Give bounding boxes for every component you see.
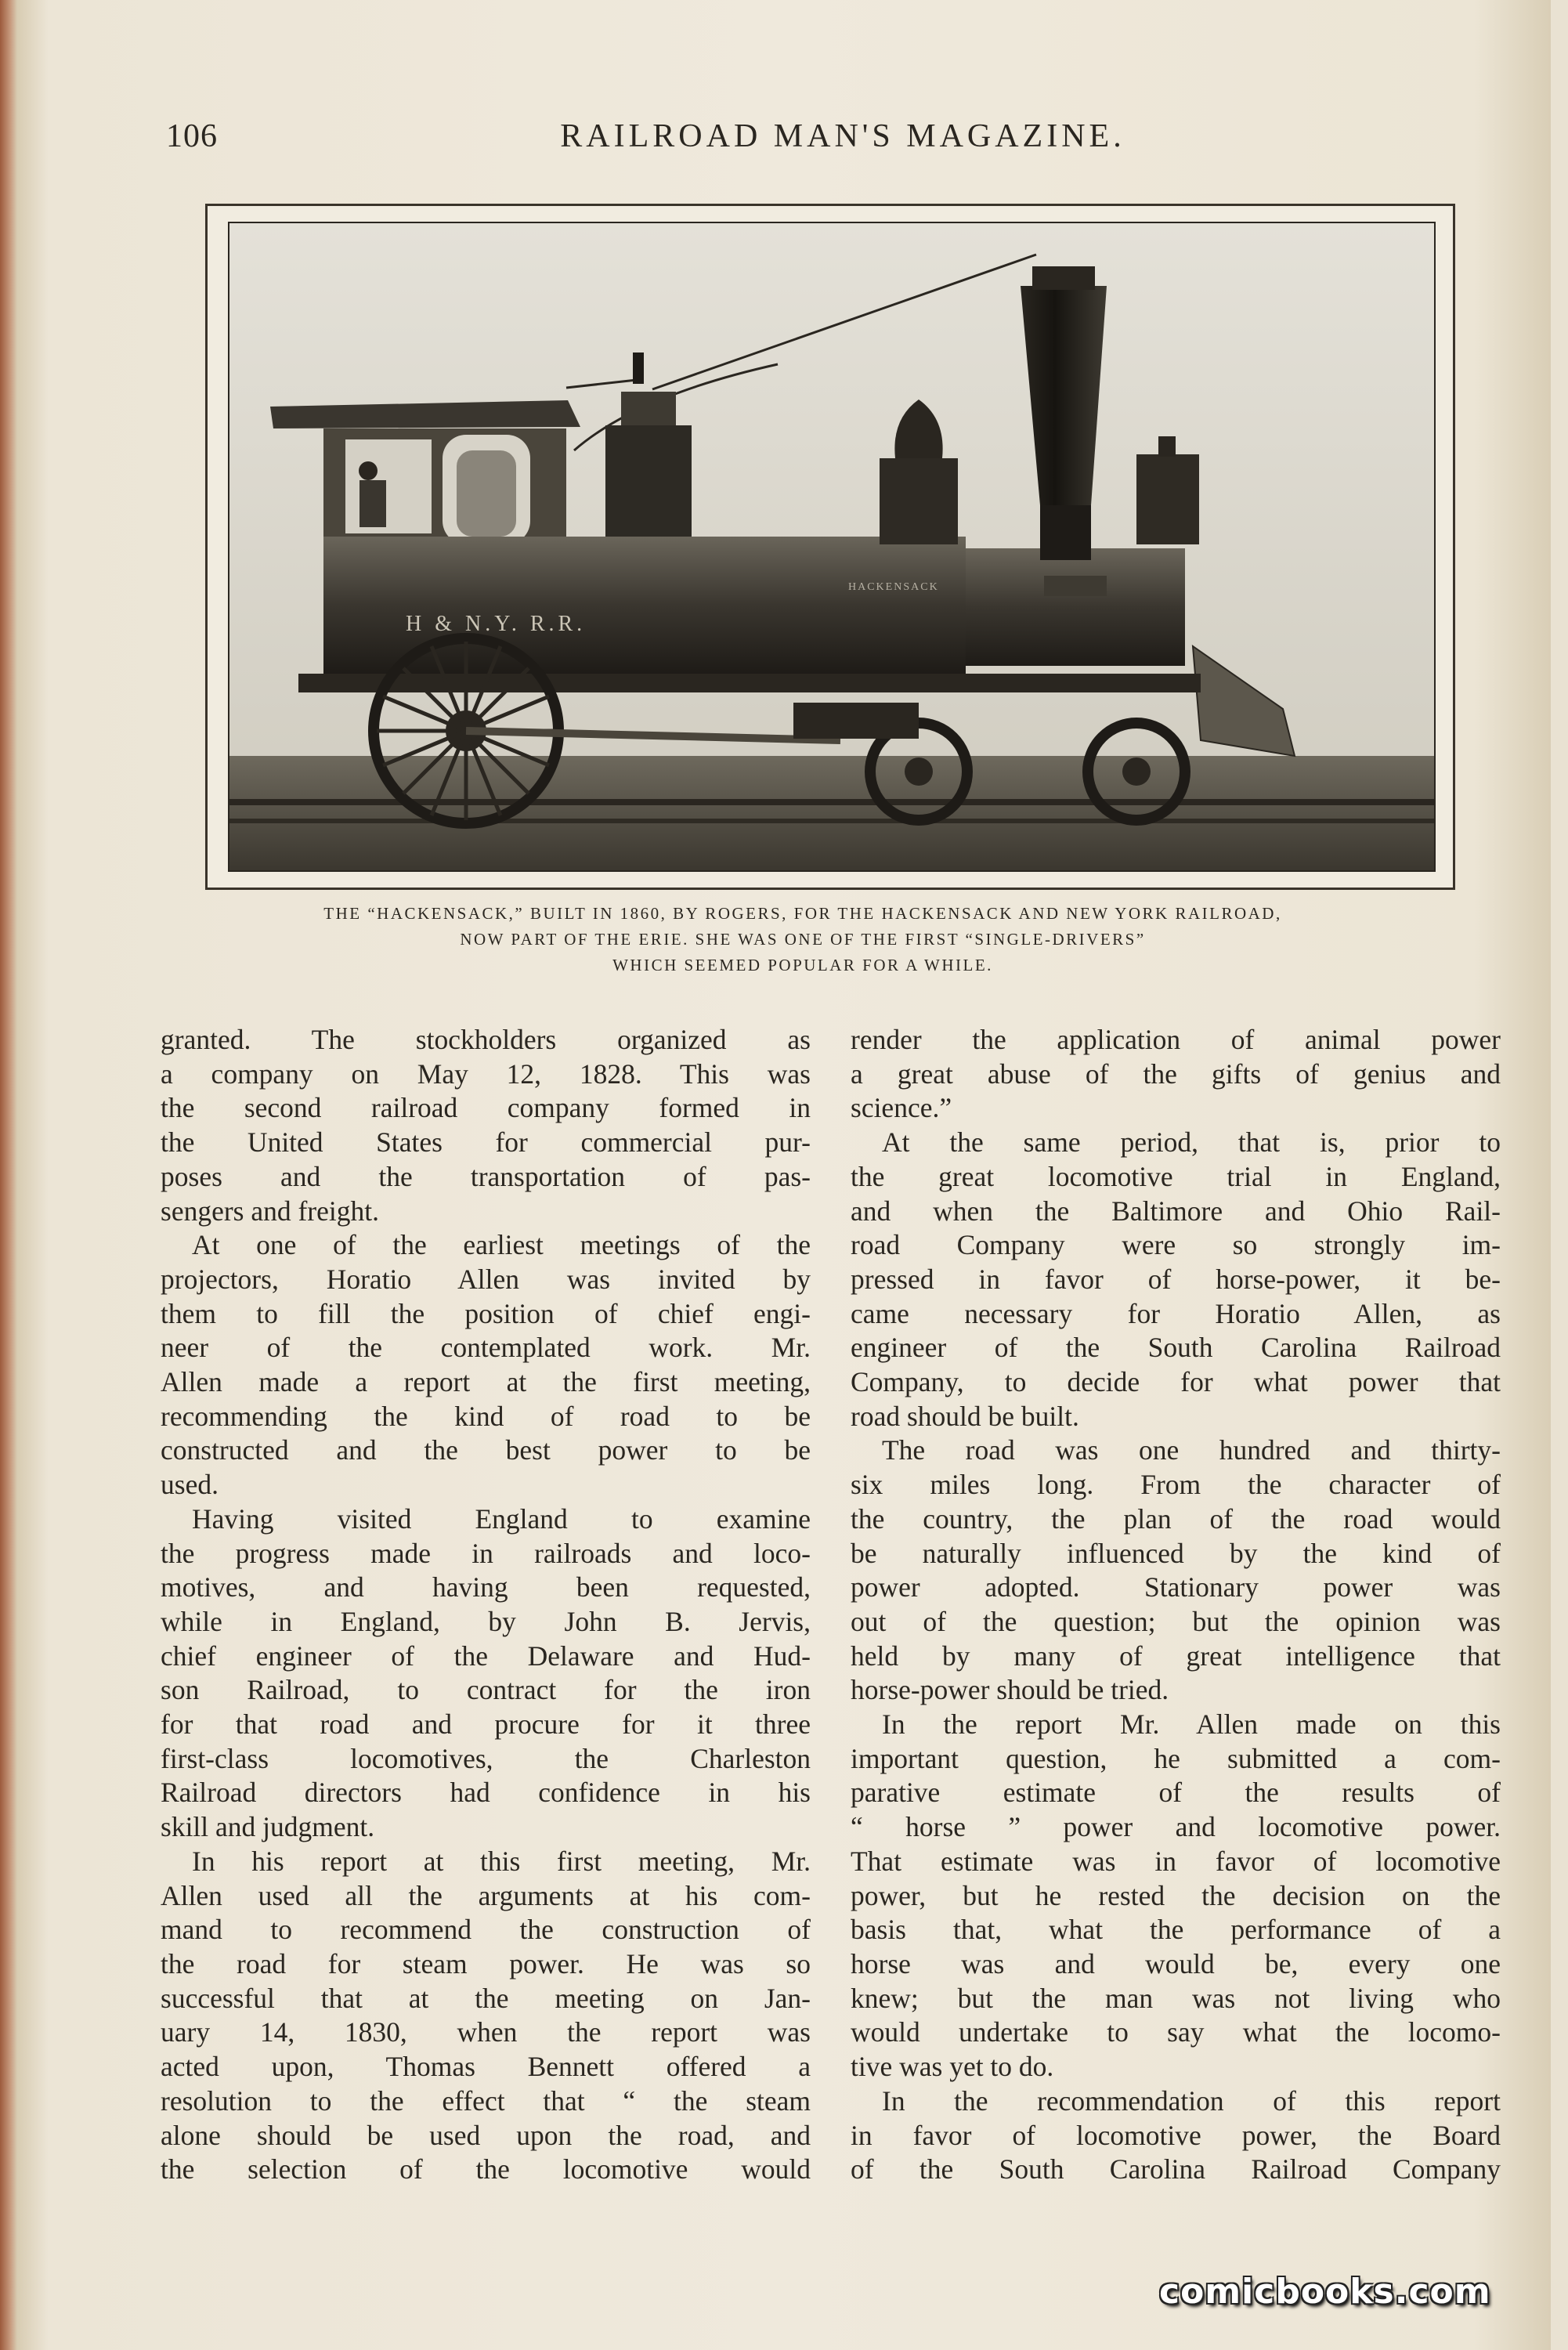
text-line: would undertake to say what the locomo- (851, 2016, 1501, 2048)
text-line: knew; but the man was not living who (851, 1982, 1501, 2014)
text-line: chief engineer of the Delaware and Hud- (161, 1640, 811, 1672)
text-line: basis that, what the performance of a (851, 1914, 1501, 1946)
text-line: son Railroad, to contract for the iron (161, 1674, 811, 1706)
text-line: acted upon, Thomas Bennett offered a (161, 2051, 811, 2083)
text-line: the second railroad company formed in (161, 1092, 811, 1124)
text-line: render the application of animal power (851, 1024, 1501, 1055)
locomotive-photo (228, 222, 1436, 872)
text-line: Company, to decide for what power that (851, 1366, 1501, 1398)
locomotive-illustration (229, 223, 1434, 870)
text-line: the progress made in railroads and loco- (161, 1537, 811, 1569)
text-line: The road was one hundred and thirty- (882, 1434, 1501, 1466)
text-line: engineer of the South Carolina Railroad (851, 1332, 1501, 1364)
paragraph (851, 2084, 1501, 2187)
photo-caption (157, 901, 1449, 978)
text-line: a company on May 12, 1828. This was (161, 1058, 811, 1090)
text-line: of the South Carolina Railroad Company (851, 2153, 1501, 2186)
text-line: the country, the plan of the road would (851, 1502, 1501, 1535)
text-line: them to fill the position of chief engi- (161, 1297, 811, 1329)
text-line: pressed in favor of horse-power, it be- (851, 1263, 1501, 1295)
text-line: successful that at the meeting on Jan- (161, 1982, 811, 2014)
text-line: while in England, by John B. Jervis, (161, 1605, 811, 1637)
text-line: the road for steam power. He was so (161, 1947, 811, 1979)
text-line: Railroad directors had confidence in his (161, 1777, 811, 1809)
paragraph (851, 1434, 1501, 1708)
page-header (0, 118, 1568, 164)
text-line: the selection of the locomotive would (161, 2153, 811, 2186)
text-line: motives, and having been requested, (161, 1571, 811, 1603)
text-line: road Company were so strongly im- (851, 1229, 1501, 1261)
text-line: “ horse ” power and locomotive power. (851, 1811, 1501, 1843)
tender-lettering: H & N.Y. R.R. (406, 612, 587, 636)
caption-line: NOW PART OF THE ERIE. SHE WAS ONE OF THE FIRST “SINGLE-DRIVERS” (460, 930, 1146, 949)
text-line: and when the Baltimore and Ohio Rail- (851, 1195, 1501, 1227)
text-line: came necessary for Horatio Allen, as (851, 1297, 1501, 1329)
text-line: be naturally influenced by the kind of (851, 1537, 1501, 1569)
text-line: In the recommendation of this report (882, 2084, 1501, 2117)
text-line: road should be built. (851, 1400, 1079, 1432)
text-line: tive was yet to do. (851, 2051, 1054, 2083)
paragraph (161, 1845, 811, 2187)
text-line: six miles long. From the character of (851, 1469, 1501, 1501)
text-line: uary 14, 1830, when the report was (161, 2016, 811, 2048)
paragraph (851, 1126, 1501, 1434)
text-line: sengers and freight. (161, 1195, 379, 1227)
text-line: projectors, Horatio Allen was invited by (161, 1263, 811, 1295)
caption-line: WHICH SEEMED POPULAR FOR A WHILE. (612, 956, 993, 974)
text-line: constructed and the best power to be (161, 1434, 811, 1466)
text-line: power, but he rested the decision on the (851, 1879, 1501, 1911)
text-line: neer of the contemplated work. Mr. (161, 1332, 811, 1364)
text-line: the great locomotive trial in England, (851, 1160, 1501, 1192)
text-line: first-class locomotives, the Charleston (161, 1742, 811, 1774)
text-line: At one of the earliest meetings of the (192, 1229, 811, 1261)
text-line: a great abuse of the gifts of genius and (851, 1058, 1501, 1090)
text-line: used. (161, 1469, 219, 1501)
text-line: for that road and procure for it three (161, 1708, 811, 1741)
right-column (851, 1023, 1501, 2187)
text-line: horse was and would be, every one (851, 1947, 1501, 1979)
photo-ground (229, 756, 1434, 870)
watermark-logo: comicbooks.com (1159, 2272, 1491, 2312)
paragraph (161, 1228, 811, 1502)
text-line: resolution to the effect that “ the steam (161, 2084, 811, 2117)
running-head: RAILROAD MAN'S MAGAZINE. (560, 118, 1125, 154)
page-number: 106 (166, 118, 218, 154)
text-line: Having visited England to examine (192, 1502, 811, 1535)
text-line: alone should be used upon the road, and (161, 2119, 811, 2151)
paragraph (161, 1502, 811, 1845)
caption-line: THE “HACKENSACK,” BUILT IN 1860, BY ROGERS, FOR THE HACKENSACK AND NEW YORK RAILROAD, (323, 904, 1282, 923)
text-line: held by many of great intelligence that (851, 1640, 1501, 1672)
text-line: Allen made a report at the first meeting, (161, 1366, 811, 1398)
text-line: important question, he submitted a com- (851, 1742, 1501, 1774)
text-line: recommending the kind of road to be (161, 1400, 811, 1432)
text-line: In the report Mr. Allen made on this (882, 1708, 1501, 1741)
text-line: in favor of locomotive power, the Board (851, 2119, 1501, 2151)
engine-nameplate: HACKENSACK (848, 581, 939, 593)
text-line: At the same period, that is, prior to (882, 1126, 1501, 1159)
locomotive-photo-frame (205, 204, 1455, 890)
text-line: the United States for commercial pur- (161, 1126, 811, 1159)
text-line: mand to recommend the construction of (161, 1914, 811, 1946)
text-line: science.” (851, 1092, 952, 1124)
text-line: poses and the transportation of pas- (161, 1160, 811, 1192)
text-line: horse-power should be tried. (851, 1674, 1169, 1706)
text-line: skill and judgment. (161, 1811, 375, 1843)
text-line: In his report at this first meeting, Mr. (192, 1845, 811, 1877)
binding-edge (0, 0, 17, 2350)
text-line: That estimate was in favor of locomotive (851, 1845, 1501, 1877)
left-column (161, 1023, 811, 2187)
text-line: Allen used all the arguments at his com- (161, 1879, 811, 1911)
text-line: power adopted. Stationary power was (851, 1571, 1501, 1603)
text-line: parative estimate of the results of (851, 1777, 1501, 1809)
text-line: out of the question; but the opinion was (851, 1605, 1501, 1637)
text-line: granted. The stockholders organized as (161, 1024, 811, 1055)
paragraph (161, 1023, 811, 1228)
paragraph (851, 1708, 1501, 2084)
paragraph (851, 1023, 1501, 1126)
